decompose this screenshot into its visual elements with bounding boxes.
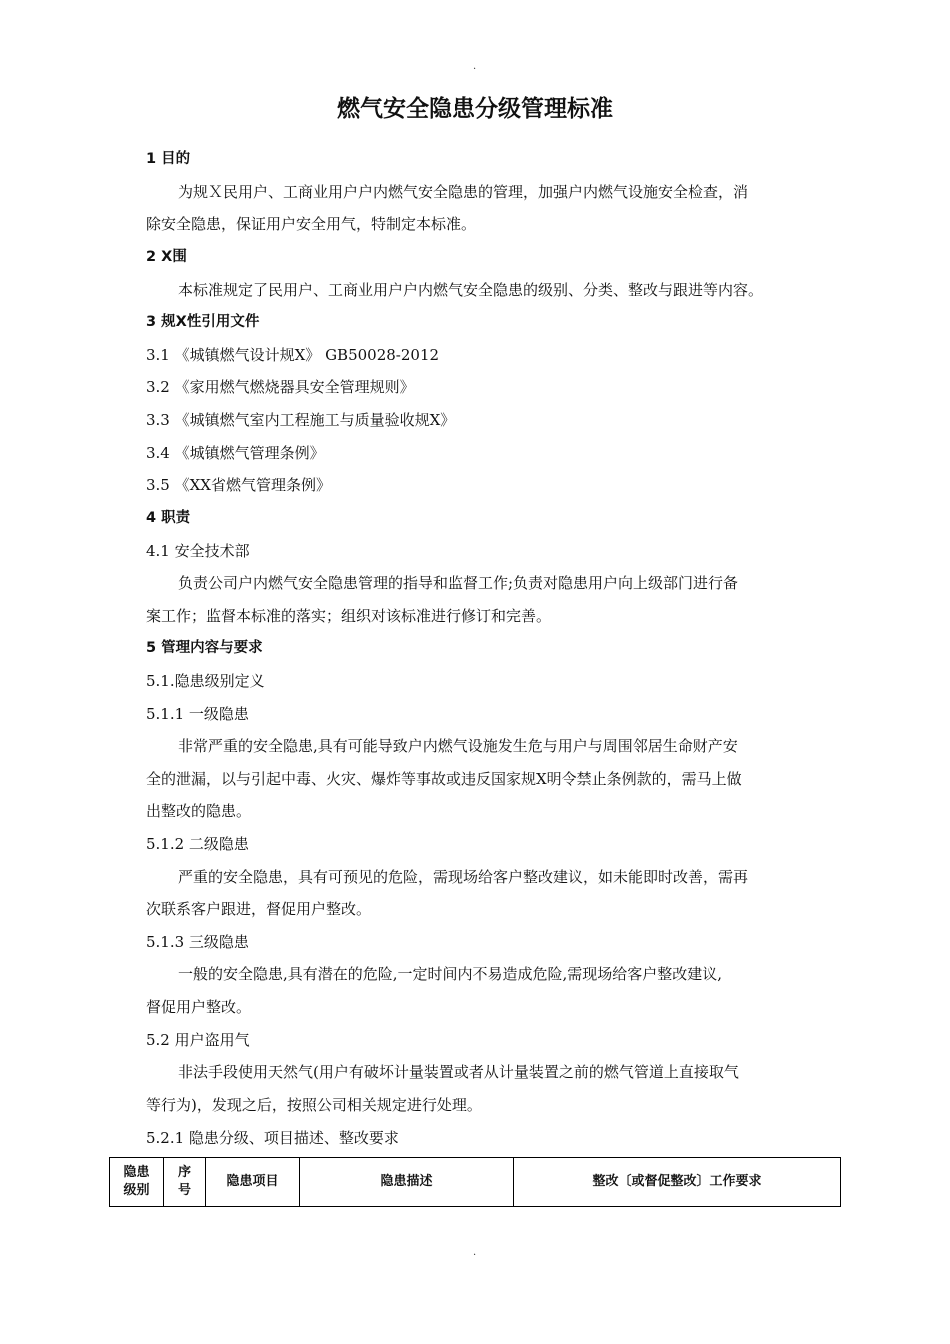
reference-item: 3.3 《城镇燃气室内工程施工与质量验收规X》 xyxy=(146,411,456,429)
header-hazard-description: 隐患描述 xyxy=(300,1158,514,1207)
subsection-heading: 4.1 安全技术部 xyxy=(146,542,250,560)
hazard-table xyxy=(109,1157,841,1207)
purpose-paragraph-line: 除安全隐患，保证用户安全用气，特制定本标准。 xyxy=(146,215,477,233)
level1-paragraph-line: 全的泄漏，以与引起中毒、火灾、爆炸等事故或违反国家规X明令禁止条例款的，需马上做 xyxy=(146,770,742,788)
purpose-paragraph-line: 为规Ｘ民用户、工商业用户户内燃气安全隐患的管理，加强户内燃气设施安全检查，消 xyxy=(178,183,749,201)
header-hazard-level: 隐患 级别 xyxy=(110,1158,164,1207)
table-header-row xyxy=(110,1158,841,1207)
reference-item: 3.5 《XX省燃气管理条例》 xyxy=(146,476,331,494)
section-heading-management: 5 管理内容与要求 xyxy=(146,640,263,656)
duties-paragraph-line: 负责公司户内燃气安全隐患管理的指导和监督工作;负责对隐患用户向上级部门进行备 xyxy=(178,574,739,592)
subsection-heading: 5.1.隐患级别定义 xyxy=(146,672,265,690)
level3-paragraph-line: 一般的安全隐患,具有潜在的危险,一定时间内不易造成危险,需现场给客户整改建议, xyxy=(178,965,723,983)
level1-paragraph-line: 出整改的隐患。 xyxy=(146,802,252,820)
reference-item: 3.4 《城镇燃气管理条例》 xyxy=(146,444,325,462)
reference-item: 3.2 《家用燃气燃烧器具安全管理规则》 xyxy=(146,378,415,396)
duties-paragraph-line: 案工作；监督本标准的落实；组织对该标准进行修订和完善。 xyxy=(146,607,552,625)
page-bottom-mark: . xyxy=(473,1247,477,1258)
subsection-heading: 5.1.2 二级隐患 xyxy=(146,835,249,853)
scope-paragraph-line: 本标准规定了民用户、工商业用户户内燃气安全隐患的级别、分类、整改与跟进等内容。 xyxy=(178,281,764,299)
subsection-heading: 5.1.3 三级隐患 xyxy=(146,933,249,951)
header-rectification-requirements: 整改〔或督促整改〕工作要求 xyxy=(514,1158,841,1207)
document-title: 燃气安全隐患分级管理标准 xyxy=(337,96,613,122)
section-heading-scope: 2 X围 xyxy=(146,249,187,265)
level3-paragraph-line: 督促用户整改。 xyxy=(146,998,252,1016)
subsection-heading: 5.1.1 一级隐患 xyxy=(146,705,249,723)
theft-paragraph-line: 非法手段使用天然气(用户有破坏计量装置或者从计量装置之前的燃气管道上直接取气 xyxy=(178,1063,739,1081)
level2-paragraph-line: 严重的安全隐患，具有可预见的危险，需现场给客户整改建议，如未能即时改善，需再 xyxy=(178,868,749,886)
level2-paragraph-line: 次联系客户跟进，督促用户整改。 xyxy=(146,900,372,918)
subsection-heading: 5.2.1 隐患分级、项目描述、整改要求 xyxy=(146,1129,399,1147)
header-serial-number: 序 号 xyxy=(164,1158,206,1207)
section-heading-purpose: 1 目的 xyxy=(146,151,191,167)
header-hazard-item: 隐患项目 xyxy=(206,1158,300,1207)
subsection-heading: 5.2 用户盗用气 xyxy=(146,1031,250,1049)
page-top-mark: . xyxy=(473,61,477,72)
theft-paragraph-line: 等行为)，发现之后，按照公司相关规定进行处理。 xyxy=(146,1096,482,1114)
level1-paragraph-line: 非常严重的安全隐患,具有可能导致户内燃气设施发生危与用户与周围邻居生命财产安 xyxy=(178,737,738,755)
section-heading-duties: 4 职责 xyxy=(146,510,191,526)
section-heading-references: 3 规X性引用文件 xyxy=(146,314,260,330)
reference-item: 3.1 《城镇燃气设计规X》 GB50028-2012 xyxy=(146,346,440,364)
